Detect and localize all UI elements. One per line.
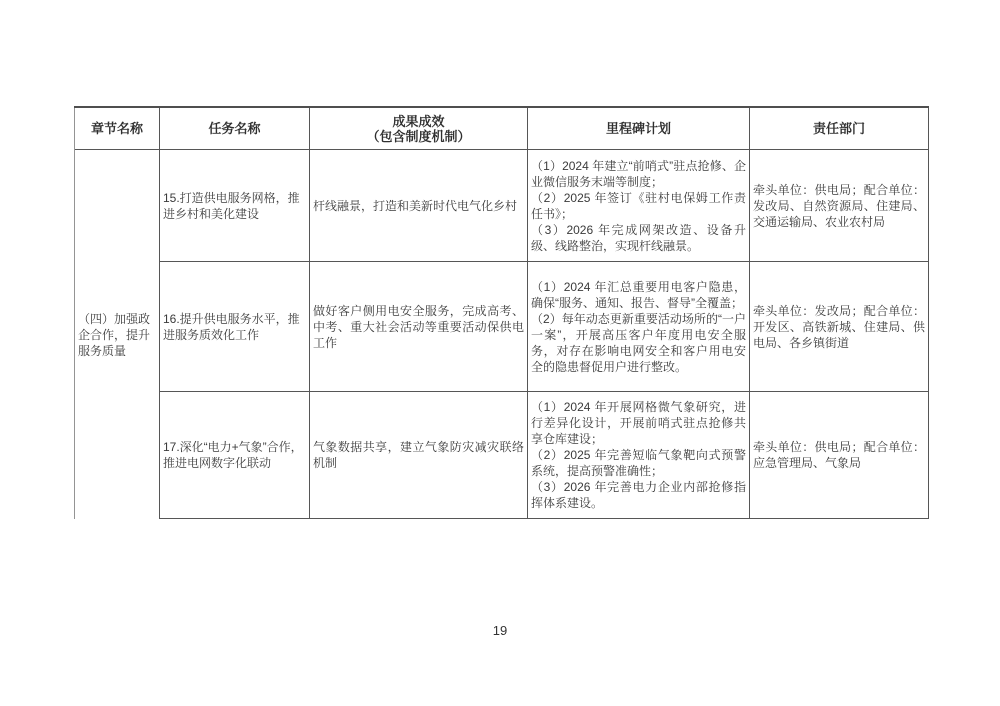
task-cell: [160, 262, 310, 392]
outcome-cell: [310, 262, 528, 392]
department-cell: [750, 392, 929, 519]
task-cell: [160, 150, 310, 262]
outcome-cell: [310, 392, 528, 519]
chapter-cell: [75, 150, 159, 519]
milestone-item: （1）2024 年建立“前哨式”驻点抢修、企业微信服务末端等制度；: [531, 158, 746, 189]
header-chapter: [75, 108, 159, 150]
header-row: [160, 108, 929, 150]
header-task-label: 任务名称: [208, 121, 261, 136]
department-text: 牵头单位：供电局；配合单位：应急管理局、气象局: [753, 440, 925, 470]
milestone-cell: [528, 262, 750, 392]
table-body-columns: [160, 108, 929, 519]
milestone-cell: [528, 150, 750, 262]
header-milestone-label: 里程碑计划: [605, 121, 671, 136]
page-number: 19: [492, 623, 508, 638]
header-outcome: [310, 108, 528, 150]
task-cell: [160, 392, 310, 519]
department-text: 牵头单位：供电局；配合单位：发改局、自然资源局、住建局、交通运输局、农业农村局: [753, 182, 925, 229]
outcome-text: 杆线融景，打造和美新时代电气化乡村: [313, 198, 518, 213]
outcome-text: 做好客户侧用电安全服务，完成高考、中考、重大社会活动等重要活动保供电工作: [313, 303, 524, 350]
milestone-item: （2）2025 年签订《驻村电保姆工作责任书》；: [531, 190, 746, 221]
milestone-item: （3）2026 年完成网架改造、设备升级、线路整治，实现杆线融景。: [531, 222, 746, 253]
milestone-item: （1）2024 年开展网格微气象研究，进行差异化设计，开展前哨式驻点抢修共享仓库建设；: [531, 400, 746, 446]
header-department: [750, 108, 929, 150]
table-row-task-15: [160, 150, 929, 262]
chapter-cell-text: （四）加强政企合作，提升服务质量: [78, 311, 151, 358]
outcome-cell: [310, 150, 528, 262]
department-text: 牵头单位：发改局；配合单位：开发区、高铁新城、住建局、供电局、各乡镇街道: [753, 303, 925, 350]
milestone-cell: [528, 392, 750, 519]
department-cell: [750, 262, 929, 392]
milestone-item: （2）2025 年完善短临气象靶向式预警系统，提高预警准确性；: [531, 448, 746, 478]
milestone-item: （3）2026 年完善电力企业内部抢修指挥体系建设。: [531, 480, 746, 510]
header-milestone: [528, 108, 750, 150]
milestone-item: （2）每年动态更新重要活动场所的“一户一案”，开展高压客户年度用电安全服务，对存在影响电网安全和客户用电安全的隐患督促用户进行整改。: [531, 311, 746, 374]
header-outcome-line1: 成果成效: [392, 113, 445, 129]
task-text: 17.深化“电力+气象”合作，推进电网数字化联动: [163, 440, 303, 470]
department-cell: [750, 150, 929, 262]
chapter-column: [74, 108, 160, 519]
header-department-label: 责任部门: [812, 121, 865, 136]
task-table: [74, 106, 929, 519]
milestone-item: （1）2024 年汇总重要用电客户隐患，确保“服务、通知、报告、督导”全覆盖；: [531, 279, 746, 310]
header-chapter-label: 章节名称: [90, 121, 143, 136]
task-text: 16.提升供电服务水平，推进服务质效化工作: [163, 311, 300, 342]
task-text: 15.打造供电服务网格，推进乡村和美化建设: [163, 190, 300, 221]
table-row-task-17: [160, 392, 929, 519]
outcome-text: 气象数据共享，建立气象防灾减灾联络机制: [313, 440, 524, 470]
header-outcome-line2: （包含制度机制）: [366, 128, 471, 144]
header-task: [160, 108, 310, 150]
table-row-task-16: [160, 262, 929, 392]
